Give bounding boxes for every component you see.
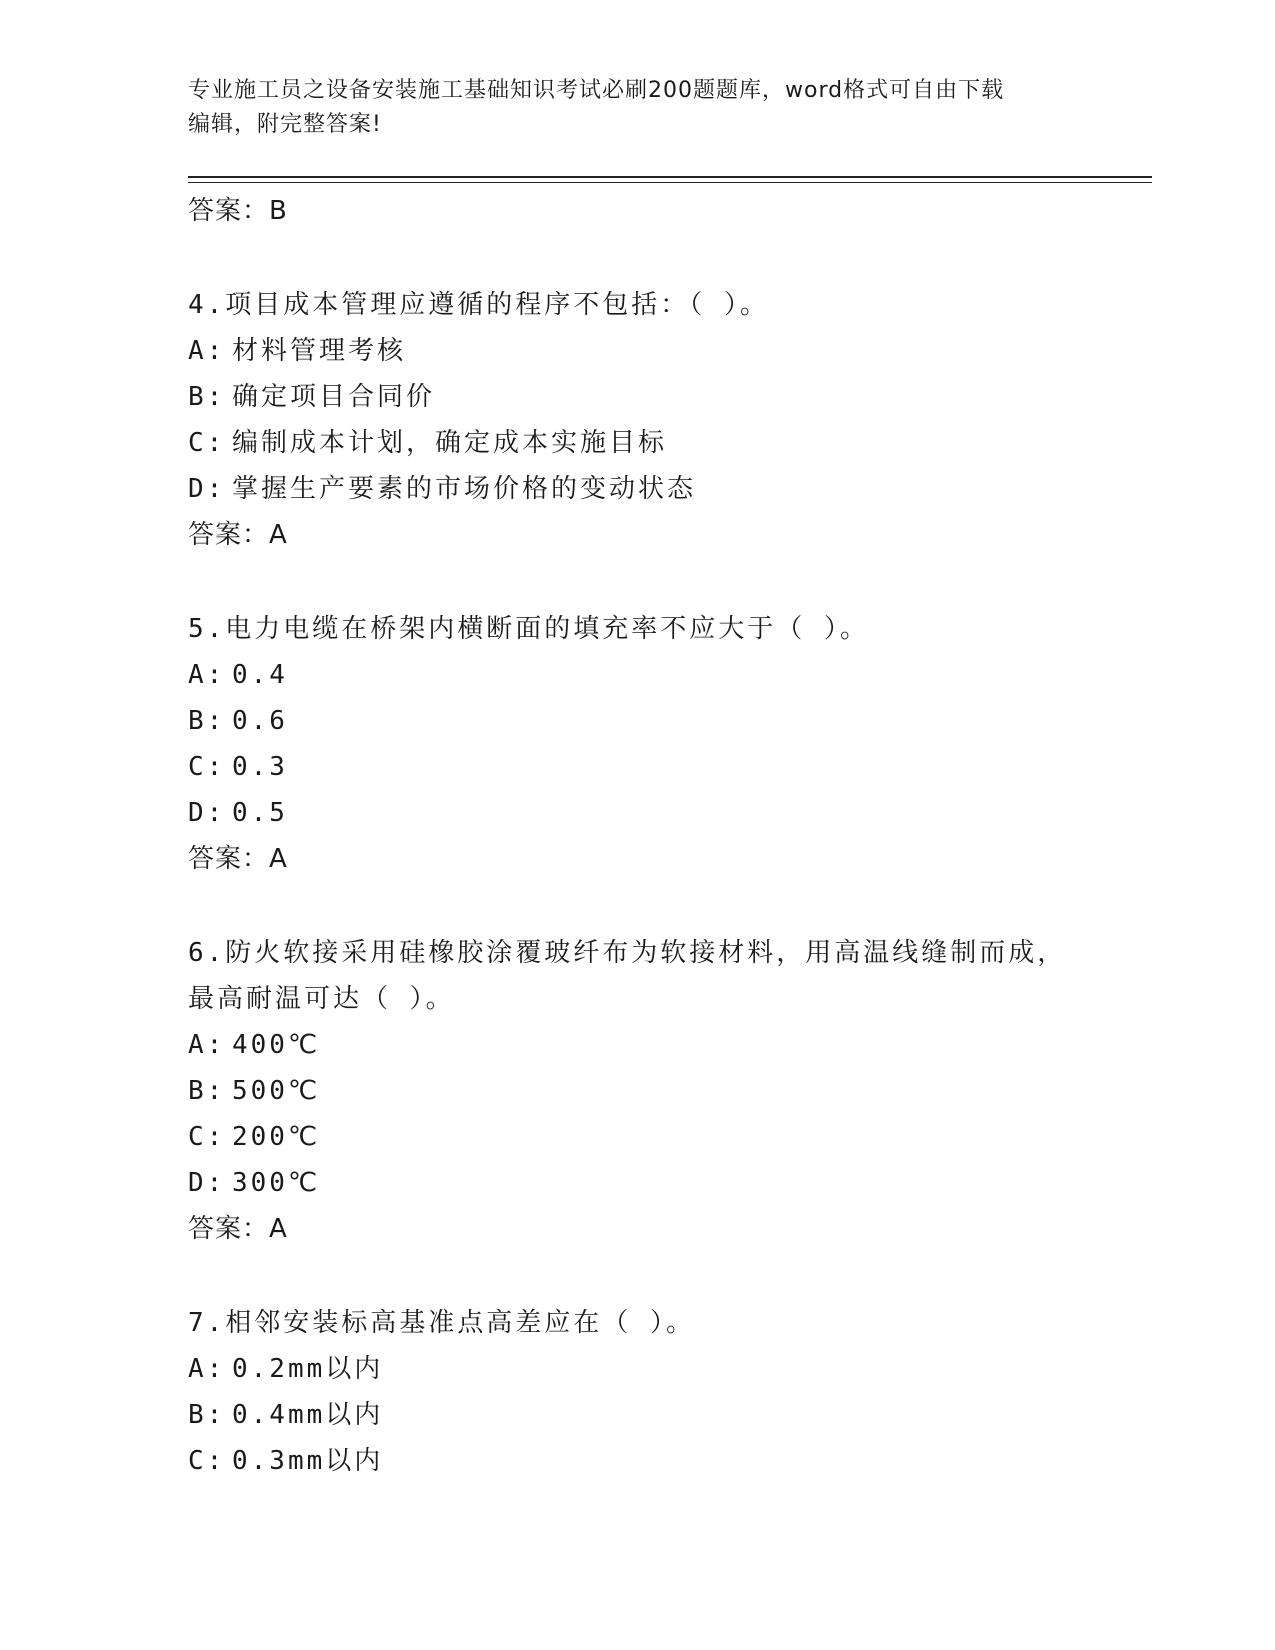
question-text: 7.相邻安装标高基准点高差应在（ ）。 <box>188 1308 695 1338</box>
question-5 <box>188 606 1152 882</box>
question-7 <box>188 1300 1152 1484</box>
option-label: B: <box>188 1400 226 1430</box>
question-text: 5.电力电缆在桥架内横断面的填充率不应大于（ ）。 <box>188 614 869 644</box>
option-c <box>188 1438 1152 1484</box>
option-a <box>188 1022 1152 1068</box>
answer: 答案：A <box>188 1214 288 1244</box>
option-label: A: <box>188 1354 226 1384</box>
spacer <box>188 558 1152 606</box>
option-label: A: <box>188 336 226 366</box>
question-4 <box>188 282 1152 558</box>
option-label: A: <box>188 1030 226 1060</box>
option-d <box>188 1160 1152 1206</box>
option-text: 0.6 <box>232 706 288 736</box>
option-text: 材料管理考核 <box>232 336 407 366</box>
option-text: 0.3mm以内 <box>232 1446 384 1476</box>
option-d <box>188 790 1152 836</box>
question-text-line-1: 6.防火软接采用硅橡胶涂覆玻纤布为软接材料，用高温线缝制而成， <box>188 938 1067 968</box>
option-text: 编制成本计划，确定成本实施目标 <box>232 428 668 458</box>
answer-previous-question: 答案：B <box>188 196 288 226</box>
question-6 <box>188 930 1152 1252</box>
option-label: C: <box>188 1122 226 1152</box>
option-label: B: <box>188 382 226 412</box>
option-label: B: <box>188 1076 226 1106</box>
option-label: A: <box>188 660 226 690</box>
option-label: D: <box>188 798 226 828</box>
option-label: D: <box>188 474 226 504</box>
option-c <box>188 1114 1152 1160</box>
option-a <box>188 1346 1152 1392</box>
spacer <box>188 234 1152 282</box>
option-text: 300℃ <box>232 1168 321 1198</box>
option-text: 500℃ <box>232 1076 321 1106</box>
option-a <box>188 328 1152 374</box>
spacer <box>188 1252 1152 1300</box>
question-text-line-2: 最高耐温可达（ ）。 <box>188 984 455 1014</box>
option-b <box>188 1068 1152 1114</box>
option-a <box>188 652 1152 698</box>
option-label: C: <box>188 428 226 458</box>
option-label: C: <box>188 752 226 782</box>
option-b <box>188 1392 1152 1438</box>
option-text: 0.4mm以内 <box>232 1400 384 1430</box>
option-label: B: <box>188 706 226 736</box>
document-content <box>188 188 1152 1484</box>
option-label: C: <box>188 1446 226 1476</box>
option-text: 200℃ <box>232 1122 321 1152</box>
header-title-line-1: 专业施工员之设备安装施工基础知识考试必刷200题题库，word格式可自由下载 <box>188 78 1005 103</box>
option-text: 400℃ <box>232 1030 321 1060</box>
option-c <box>188 744 1152 790</box>
option-d <box>188 466 1152 512</box>
option-c <box>188 420 1152 466</box>
option-b <box>188 374 1152 420</box>
header-divider-thick <box>188 176 1152 178</box>
option-b <box>188 698 1152 744</box>
document-header <box>188 74 1088 142</box>
header-title-line-2: 编辑，附完整答案! <box>188 112 382 137</box>
option-text: 0.4 <box>232 660 288 690</box>
answer: 答案：A <box>188 844 288 874</box>
option-text: 0.5 <box>232 798 288 828</box>
spacer <box>188 882 1152 930</box>
header-divider-thin <box>188 182 1152 183</box>
question-text: 4.项目成本管理应遵循的程序不包括：（ ）。 <box>188 290 769 320</box>
option-text: 确定项目合同价 <box>232 382 436 412</box>
option-text: 0.3 <box>232 752 288 782</box>
answer: 答案：A <box>188 520 288 550</box>
option-text: 0.2mm以内 <box>232 1354 384 1384</box>
option-label: D: <box>188 1168 226 1198</box>
option-text: 掌握生产要素的市场价格的变动状态 <box>232 474 697 504</box>
